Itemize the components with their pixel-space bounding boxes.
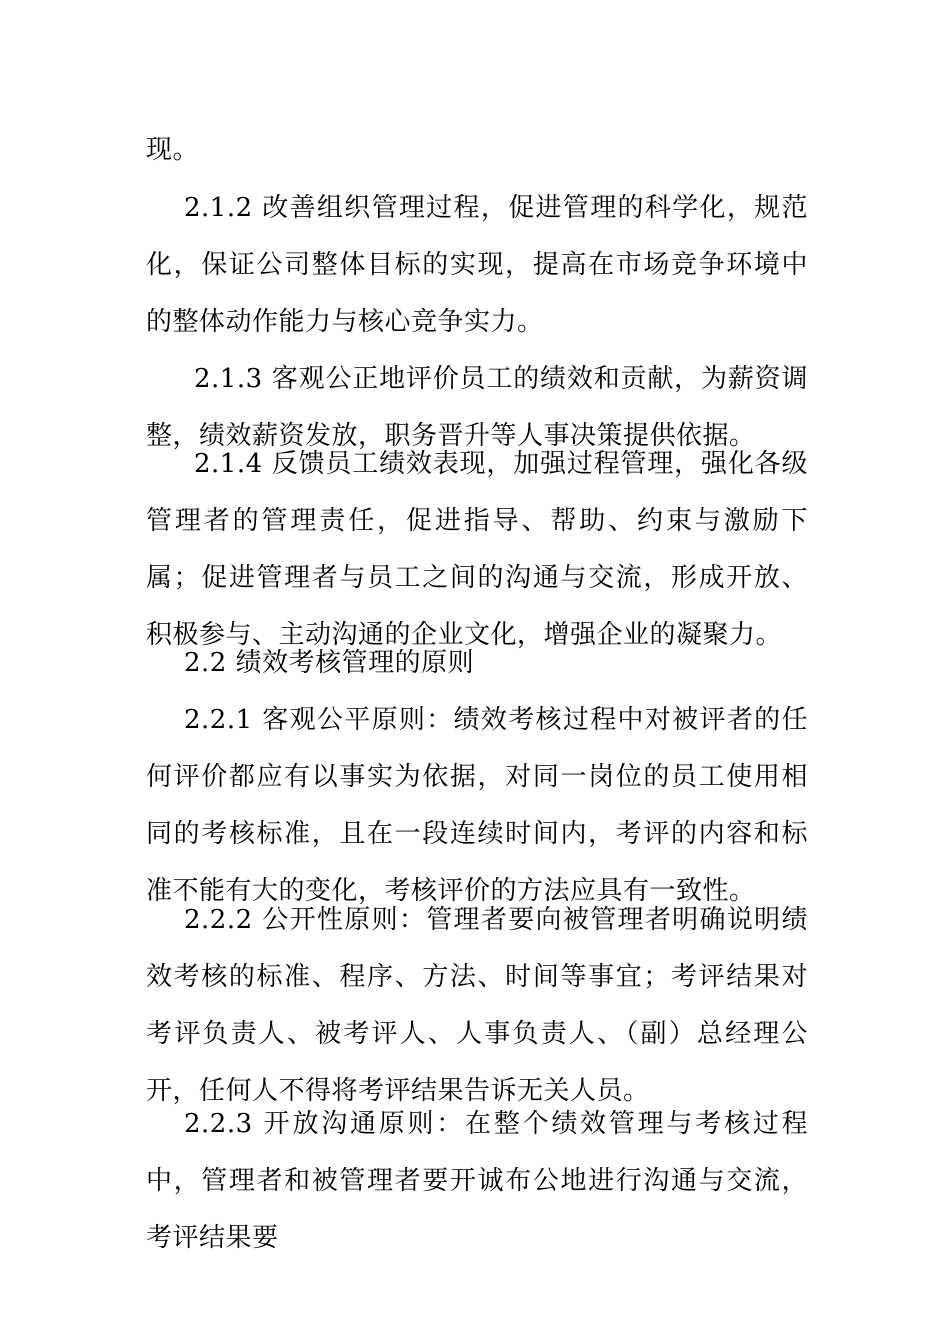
paragraph-2-1-3: 2.1.3 客观公正地评价员工的绩效和贡献，为薪资调整，绩效薪资发放，职务晋升等人事决策提供依据。 [146, 364, 808, 451]
section-heading-2-2: 2.2 绩效考核管理的原则 [184, 648, 475, 678]
paragraph-2-2-3: 2.2.3 开放沟通原则：在整个绩效管理与考核过程中，管理者和被管理者要开诚布公地进行沟通与交流，考评结果要 [146, 1109, 808, 1253]
paragraph-2-1-4: 2.1.4 反馈员工绩效表现，加强过程管理，强化各级管理者的管理责任，促进指导、帮助、约束与激励下属；促进管理者与员工之间的沟通与交流，形成开放、积极参与、主动沟通的企业文化，增强企业的凝聚力。 [146, 449, 808, 650]
paragraph-2-1-2: 2.1.2 改善组织管理过程，促进管理的科学化，规范化，保证公司整体目标的实现，提高在市场竞争环境中的整体动作能力与核心竞争实力。 [146, 193, 808, 337]
paragraph-2-2-1: 2.2.1 客观公平原则：绩效考核过程中对被评者的任何评价都应有以事实为依据，对同一岗位的员工使用相同的考核标准，且在一段连续时间内，考评的内容和标准不能有大的变化，考核评价的方法应具有一致性。 [146, 705, 808, 906]
paragraph-2-2-2: 2.2.2 公开性原则：管理者要向被管理者明确说明绩效考核的标准、程序、方法、时间等事宜；考评结果对考评负责人、被考评人、人事负责人、（副）总经理公开，任何人不得将考评结果告诉无关人员。 [146, 905, 808, 1106]
paragraph-continuation: 现。 [146, 135, 200, 165]
